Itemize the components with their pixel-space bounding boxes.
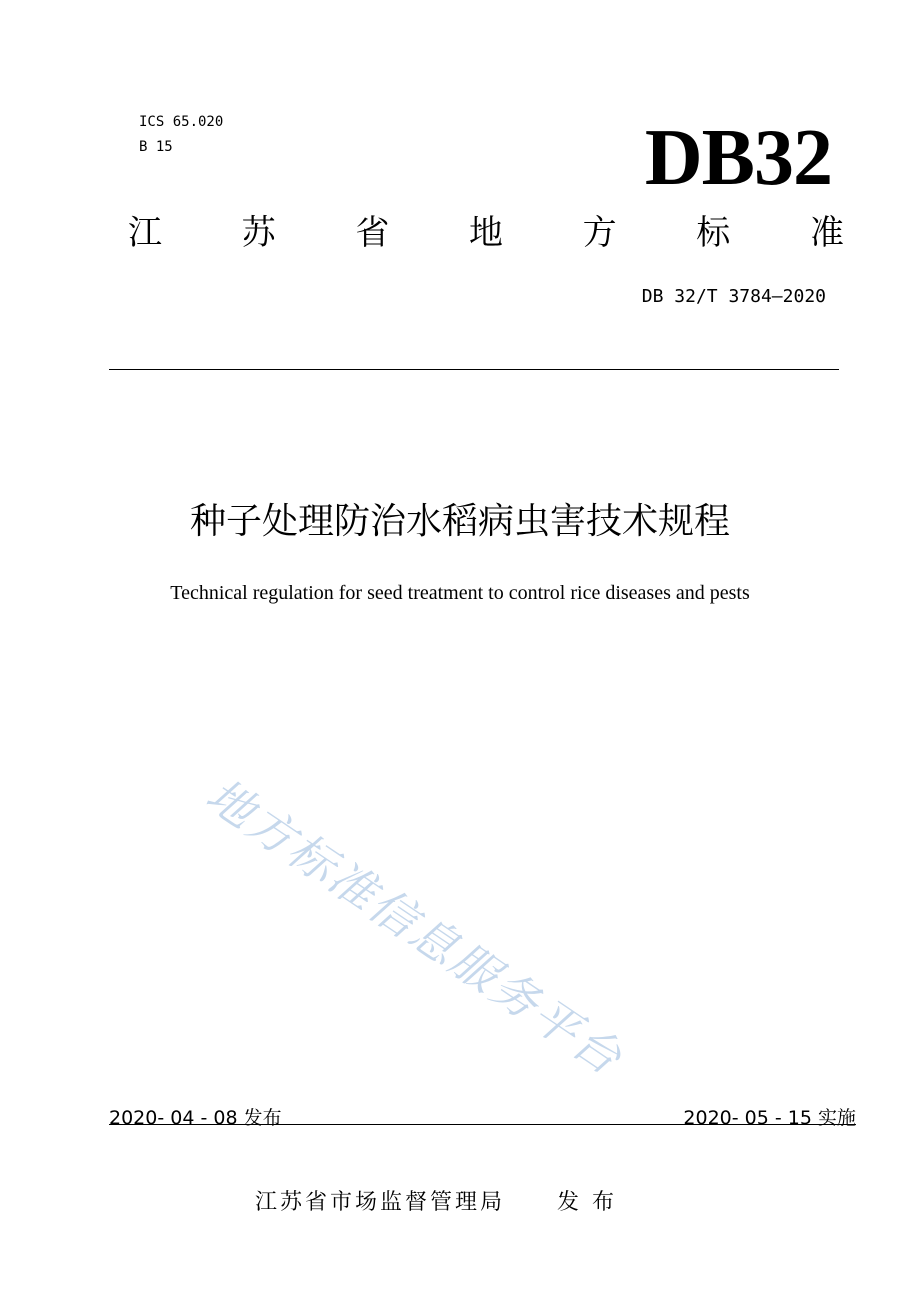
title-english: Technical regulation for seed treatment to control rice diseases and pests	[170, 582, 750, 604]
standard-type-char: 苏	[241, 213, 276, 253]
issue-date: 2020- 04 - 08 发布	[109, 1107, 282, 1129]
standard-type	[128, 213, 844, 253]
standard-type-char: 方	[582, 213, 617, 253]
standard-number: DB 32/T 3784—2020	[641, 286, 826, 307]
standard-type-char: 江	[128, 213, 162, 253]
db-mark: DB32	[644, 114, 832, 202]
classification-code: B 15	[139, 139, 173, 155]
title-chinese: 种子处理防治水稻病虫害技术规程	[189, 501, 730, 542]
issuer-action: 发 布	[557, 1190, 618, 1215]
watermark: 地方标准信息服务平台	[196, 767, 634, 1087]
standard-type-char: 标	[696, 213, 731, 253]
issuer-name: 江苏省市场监督管理局	[255, 1190, 506, 1215]
issuer-line	[255, 1185, 617, 1216]
standard-type-char: 省	[355, 213, 390, 253]
top-divider	[109, 369, 839, 370]
bottom-divider	[109, 1124, 856, 1125]
standard-type-char: 地	[468, 213, 503, 253]
ics-code: ICS 65.020	[139, 114, 224, 130]
implementation-date: 2020- 05 - 15 实施	[683, 1107, 856, 1129]
standard-type-char: 准	[809, 213, 844, 253]
